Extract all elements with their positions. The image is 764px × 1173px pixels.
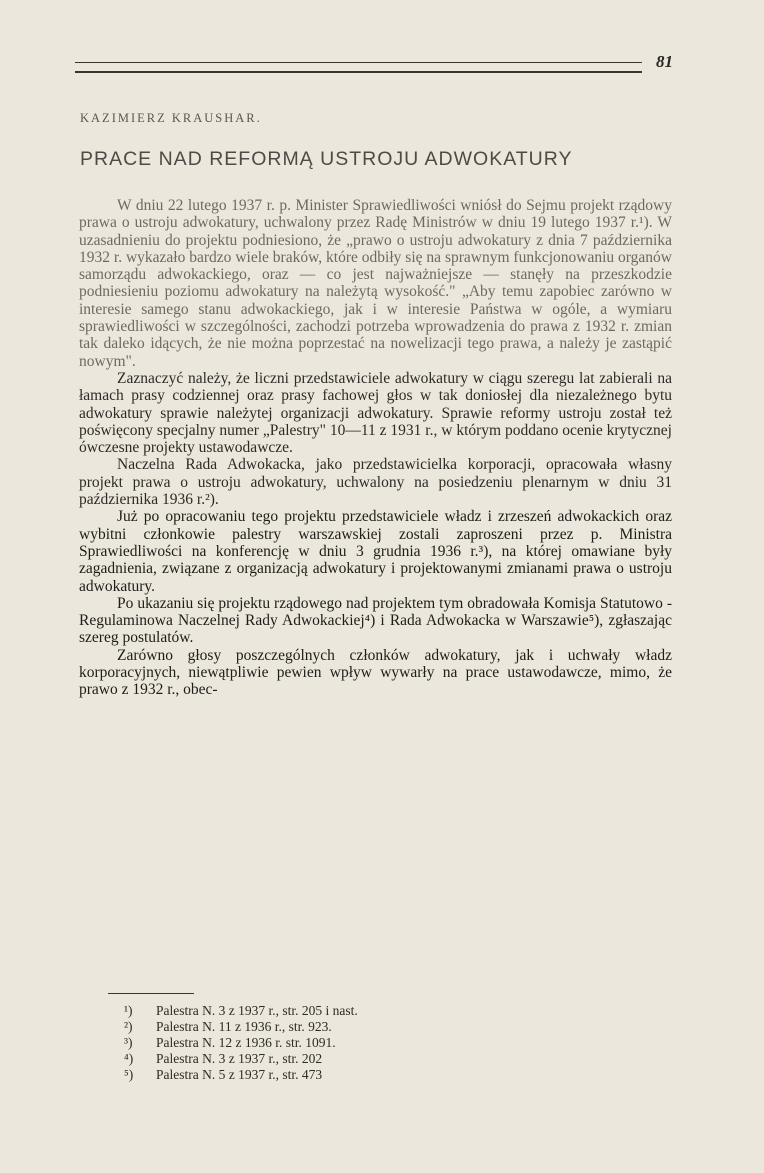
footnote-mark: ¹) (124, 1003, 133, 1018)
paragraph: W dniu 22 lutego 1937 r. p. Minister Sprawiedliwości wniósł do Sejmu projekt rządowy prawa o ustroju adwokatury, uchwalony przez Radę Ministrów w dniu 19 lutego 1937 r.¹). W uzasadnieniu do projektu podniesiono, że „prawo o ustroju adwokatury z dnia 7 października 1932 r. wykazało bardzo wiele braków, które odbiły się na sprawnym funkcjonowaniu organów samorządu adwokackiego, oraz — co jest najważniejsze — stanęły na przeszkodzie podniesieniu poziomu adwokatury na należytą wysokość." „Aby temu zapobiec zarówno w interesie samego stanu adwokackiego, jak i w interesie Państwa w ogóle, a wymiaru sprawiedliwości w szczególności, zachodzi potrzeba wprowadzenia do prawa z 1932 r. zmian tak daleko idących, że nie można poprzestać na nowelizacji tego prawa, a należy je zastąpić nowym". (79, 197, 672, 370)
footnote-mark: ⁴) (124, 1051, 134, 1066)
footnote-item (124, 1035, 358, 1051)
footnote-item (124, 1051, 358, 1067)
footnote-mark: ³) (124, 1035, 133, 1050)
paragraph: Naczelna Rada Adwokacka, jako przedstawicielka korporacji, opracowała własny projekt prawa o ustroju adwokatury, uchwalony na posiedzeniu plenarnym w dniu 31 października 1936 r.²). (79, 456, 672, 509)
footnote-text: Palestra N. 5 z 1937 r., str. 473 (156, 1067, 323, 1082)
footnote-text: Palestra N. 12 z 1936 r. str. 1091. (156, 1035, 336, 1050)
footnote-text: Palestra N. 3 z 1937 r., str. 205 i nast. (156, 1003, 358, 1018)
article-author: KAZIMIERZ KRAUSHAR. (80, 111, 262, 125)
header-rule (75, 62, 642, 73)
paragraph: Zaznaczyć należy, że liczni przedstawiciele adwokatury w ciągu szeregu lat zabierali na łamach prasy codziennej oraz prasy fachowej głos w tak doniosłej dla niezależnego bytu adwokatury sprawie należytej organizacji adwokatury. Sprawie reformy ustroju został też poświęcony specjalny numer „Palestry" 10—11 z 1931 r., w którym poddano ocenie krytycznej ówczesne projekty ustawodawcze. (79, 369, 672, 457)
footnote-item (124, 1067, 358, 1083)
footnote-mark: ⁵) (124, 1067, 134, 1082)
article-body (79, 197, 672, 699)
article-title: PRACE NAD REFORMĄ USTROJU ADWOKATURY (80, 148, 573, 170)
footnote-separator (108, 993, 194, 994)
page-number: 81 (656, 52, 673, 71)
paragraph: Już po opracowaniu tego projektu przedstawiciele władz i zrzeszeń adwokackich oraz wybitni członkowie palestry warszawskiej zostali zaproszeni przez p. Ministra Sprawiedliwości na konferencję w dniu 3 grudnia 1936 r.³), na której omawiane były zagadnienia, związane z organizacją adwokatury i projektowanymi zmianami prawa o ustroju adwokatury. (79, 508, 672, 595)
footnotes (124, 1003, 358, 1083)
footnote-item (124, 1003, 358, 1019)
footnote-text: Palestra N. 11 z 1936 r., str. 923. (156, 1019, 332, 1034)
paragraph: Po ukazaniu się projektu rządowego nad projektem tym obradowała Komisja Statutowo - Regulaminowa Naczelnej Rady Adwokackiej⁴) i Rada Adwokacka w Warszawie⁵), zgłaszając szereg postulatów. (79, 594, 672, 647)
footnote-text: Palestra N. 3 z 1937 r., str. 202 (156, 1051, 323, 1066)
paragraph: Zarówno głosy poszczególnych członków adwokatury, jak i uchwały władz korporacyjnych, niewątpliwie pewien wpływ wywarły na prace ustawodawcze, mimo, że prawo z 1932 r., obec- (79, 646, 672, 699)
footnote-mark: ²) (124, 1019, 133, 1034)
footnote-item (124, 1019, 358, 1035)
